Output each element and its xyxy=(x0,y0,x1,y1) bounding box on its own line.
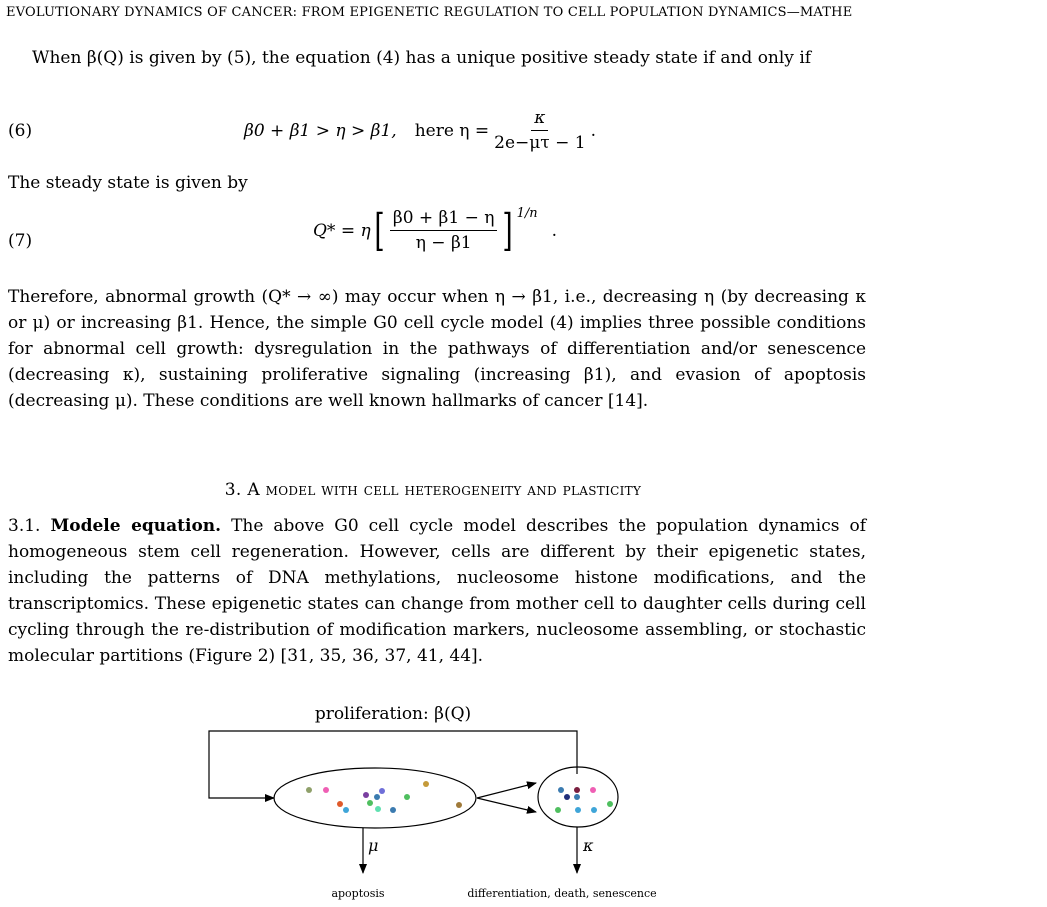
equation-6-end: . xyxy=(590,120,596,141)
cell-dot xyxy=(423,781,429,787)
cell-dot xyxy=(367,800,373,806)
cell-dot xyxy=(343,807,349,813)
cell-dot xyxy=(456,802,462,808)
proliferation-feedback-line xyxy=(209,731,577,798)
equation-6-numerator: κ xyxy=(531,108,548,131)
equation-7-denominator: η − β1 xyxy=(415,233,472,253)
division-arrow-upper xyxy=(477,783,536,798)
cell-dot xyxy=(575,807,581,813)
equation-6-label: (6) xyxy=(8,121,33,141)
cell-dot xyxy=(306,787,312,793)
equation-7-label: (7) xyxy=(8,231,33,251)
paragraph-abnormal-growth: Therefore, abnormal growth (Q* → ∞) may occur when η → β1, i.e., decreasing η (by decreasing κ or μ) or increasing β1. Hence, the simple G0 cell cycle model (4) implies three possible conditions for abnormal cell growth: dysregulation in the pathways of differentiation and/or senescence (decreasing κ), sustaining proliferative signaling (increasing β1), and evasion of apoptosis (decreasing μ). These conditions are well known hallmarks of cancer [14]. xyxy=(8,287,866,411)
cell-dot xyxy=(323,787,329,793)
cell-dot xyxy=(404,794,410,800)
cell-dot xyxy=(590,787,596,793)
cell-dot xyxy=(607,801,613,807)
paragraph-steady-state-condition: When β(Q) is given by (5), the equation (4) has a unique positive steady state if and only if xyxy=(32,48,812,68)
apoptosis-label: apoptosis xyxy=(331,887,385,900)
cell-dot xyxy=(374,794,380,800)
equation-7-end: . xyxy=(551,220,558,241)
mu-label: μ xyxy=(368,836,379,855)
equation-7-numerator: β0 + β1 − η xyxy=(390,208,498,231)
cell-dot xyxy=(375,806,381,812)
proliferation-label: proliferation: β(Q) xyxy=(314,704,472,724)
equation-6-lhs: β0 + β1 > η > β1, xyxy=(244,120,397,141)
right-bracket: ] xyxy=(502,204,514,256)
cell-dot xyxy=(390,807,396,813)
subsection-number: 3.1. xyxy=(8,516,41,536)
equation-7-lhs: Q* = η xyxy=(313,220,371,241)
cell-dot xyxy=(337,801,343,807)
cell-dot xyxy=(555,807,561,813)
running-header: EVOLUTIONARY DYNAMICS OF CANCER: FROM EPIGENETIC REGULATION TO CELL POPULATION DYNAMICS—MATHE xyxy=(6,5,853,20)
cell-dot xyxy=(591,807,597,813)
cell-dot xyxy=(363,792,369,798)
cell-dot xyxy=(574,787,580,793)
left-bracket: [ xyxy=(374,204,385,256)
section-number: 3. xyxy=(224,480,242,500)
paragraph-steady-state-intro: The steady state is given by xyxy=(8,173,248,193)
differentiation-label: differentiation, death, senescence xyxy=(467,887,657,900)
kappa-label: κ xyxy=(583,836,594,855)
subsection-title: Modele equation. xyxy=(50,516,222,536)
cell-dot xyxy=(574,794,580,800)
cell-dot xyxy=(379,788,385,794)
section-name: A model with cell heterogeneity and plasticity xyxy=(247,480,642,500)
equation-6-denominator: 2e−μτ − 1 xyxy=(494,133,586,153)
cell-dot xyxy=(564,794,570,800)
division-arrow-lower xyxy=(477,798,536,812)
cell-dot xyxy=(558,787,564,793)
equation-6-here: here η = xyxy=(414,120,490,141)
subsection-text: The above G0 cell cycle model describes the population dynamics of homogeneous stem cell regeneration. However, cells are different by their epigenetic states, including the patterns of DNA methylations, nucleosome histone modifications, and the transcriptomics. These epigenetic states can change from mother cell to daughter cells during cell cycling through the re-distribution of modification markers, nucleosome assembling, or stochastic molecular partitions (Figure 2) [31, 35, 36, 37, 41, 44]. xyxy=(8,516,866,666)
equation-7-exponent: 1/n xyxy=(516,206,538,221)
